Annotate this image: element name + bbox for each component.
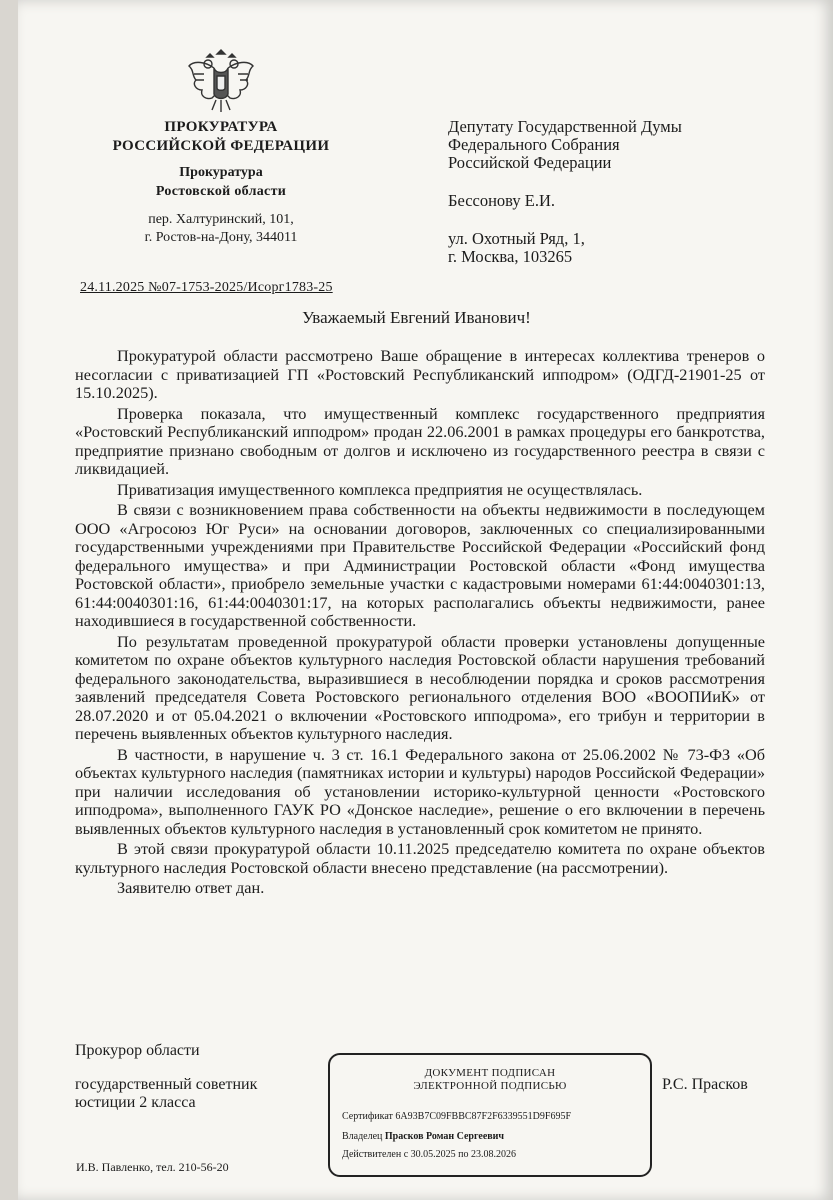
recipient-block (448, 118, 788, 266)
electronic-signature-stamp (328, 1053, 652, 1177)
letter-body (75, 347, 765, 900)
executor-contact: И.В. Павленко, тел. 210-56-20 (76, 1160, 229, 1174)
rank-line1: государственный советник (75, 1076, 258, 1093)
greeting: Уважаемый Евгений Иванович! (302, 308, 531, 327)
position-title: Прокурор области (75, 1042, 200, 1059)
stamp-owner: Владелец Прасков Роман Сергеевич (342, 1131, 505, 1142)
paragraph: В связи с возникновением права собственности на объекты недвижимости в последующем ООО «Агросоюз Юг Руси» на основании договоров, заключенных со специализированными государственными учреждениями при Правительстве Российской Федерации «Российский фонд федерального имущества» и при Администрации Ростовской области «Фонд имущества Ростовской области», приобрело земельные участки с кадастровыми номерами 61:44:0040301:13, 61:44:0040301:16, 61:44:0040301:17, на которых располагались объекты недвижимости, ранее находившиеся в государственной собственности. (75, 500, 765, 630)
recipient-address-line1: ул. Охотный Ряд, 1, (448, 229, 585, 248)
recipient-name: Бессонову Е.И. (448, 191, 556, 210)
paragraph: Проверка показала, что имущественный комплекс государственного предприятия «Ростовский Республиканский ипподром» продан 22.06.2001 в рамках процедуры его банкротства, предприятие признано свободным от долгов и исключено из государственного реестра в связи с ликвидацией. (75, 403, 765, 478)
recipient-line2: Федерального Собрания (448, 135, 620, 154)
sender-dept-line2: Ростовской области (155, 184, 287, 199)
signer-name: Р.С. Прасков (662, 1076, 748, 1093)
sender-block (76, 118, 366, 247)
registration-number: 24.11.2025 №07-1753-2025/Исорг1783-25 (80, 280, 333, 295)
recipient-line3: Российской Федерации (448, 153, 612, 172)
double-headed-eagle-icon (186, 44, 256, 116)
sender-address-line1: пер. Халтуринский, 101, (148, 212, 294, 227)
sender-dept-line1: Прокуратура (179, 165, 263, 180)
paragraph: Приватизация имущественного комплекса предприятия не осуществлялась. (117, 479, 643, 499)
sender-address-line2: г. Ростов-на-Дону, 344011 (144, 230, 298, 245)
stamp-title-line2: ЭЛЕКТРОННОЙ ПОДПИСЬЮ (413, 1080, 567, 1092)
stamp-certificate: Сертификат 6A93B7C09FBBC87F2F6339551D9F695F (342, 1111, 572, 1122)
signature-position (75, 1042, 257, 1112)
paragraph: В частности, в нарушение ч. 3 ст. 16.1 Федерального закона от 25.06.2002 № 73-ФЗ «Об объектах культурного наследия (памятниках истории и культуры) народов Российской Федерации» при наличии исследования об установлении историко-культурной ценности «Ростовского ипподрома», выполненного ГАУК РО «Донское наследие», решение о его включении в перечень выявленных объектов культурного наследия в установленный срок комитетом не принято. (75, 744, 765, 838)
stamp-title-line1: ДОКУМЕНТ ПОДПИСАН (424, 1067, 556, 1079)
recipient-address-line2: г. Москва, 103265 (448, 247, 573, 266)
paragraph: Заявителю ответ дан. (117, 878, 265, 897)
paragraph: Прокуратурой области рассмотрено Ваше обращение в интересах коллектива тренеров о несогласии с приватизацией ГП «Ростовский Республиканский ипподром» (ОДГД-21901-25 от 15.10.2025). (75, 346, 765, 402)
sender-org-line2: РОССИЙСКОЙ ФЕДЕРАЦИИ (112, 138, 330, 154)
paragraph: В этой связи прокуратурой области 10.11.2025 председателю комитета по охране объектов культурного наследия Ростовской области внесено представление (на рассмотрении). (75, 839, 765, 877)
paragraph: По результатам проведенной прокуратурой области проверки установлены допущенные комитетом по охране объектов культурного наследия Ростовской области нарушения требований федерального законодательства, выразившиеся в несоблюдении порядка и сроков рассмотрения заявлений председателя Совета Ростовского регионального отделения ВОО «ВООПИиК» от 28.07.2020 и от 05.04.2021 о включении «Ростовского ипподрома», его трибун и территории в перечень выявленных объектов культурного наследия. (75, 631, 765, 743)
rank-line2: юстиции 2 класса (75, 1094, 196, 1111)
sender-org-line1: ПРОКУРАТУРА (164, 119, 278, 135)
stamp-validity: Действителен с 30.05.2025 по 23.08.2026 (342, 1149, 517, 1160)
recipient-line1: Депутату Государственной Думы (448, 117, 682, 136)
